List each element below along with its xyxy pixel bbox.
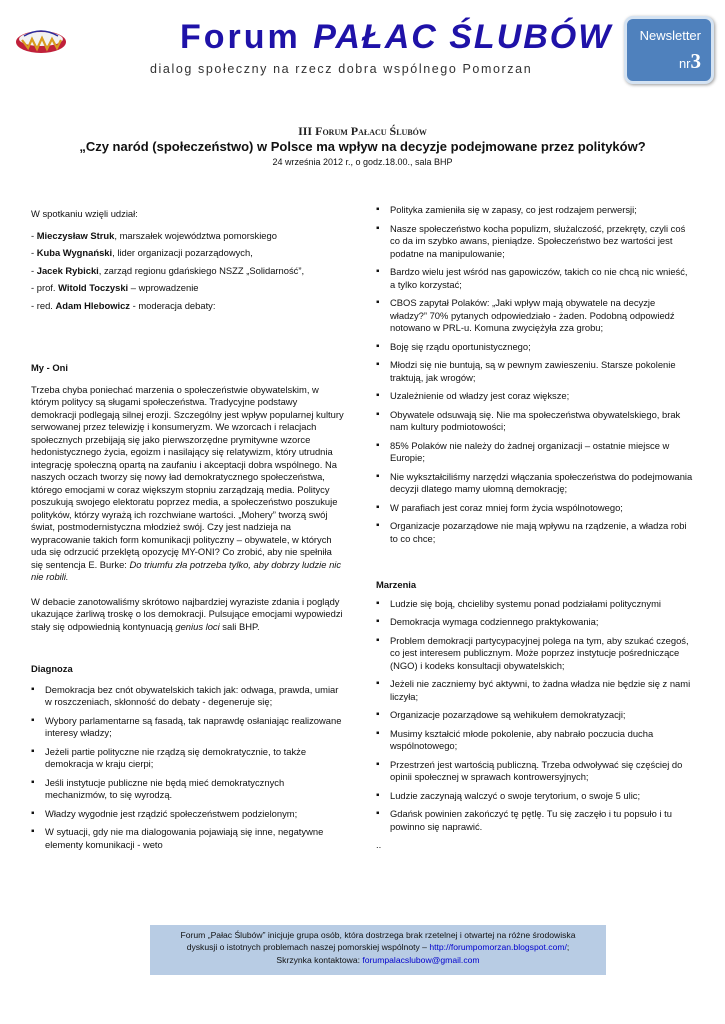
- section-heading-my-oni: My - Oni: [31, 362, 68, 373]
- opinions-list: [376, 204, 694, 545]
- list-item: ▪ Polityka zamieniła się w zapasy, co jest rodzajem perwersji;: [376, 204, 694, 217]
- list-item: ▪ Uzależnienie od władzy jest coraz większe;: [376, 390, 694, 403]
- list-item: ▪ Wybory parlamentarne są fasadą, tak naprawdę osłaniając realizowane interesy władzy;: [31, 715, 344, 740]
- participant-role: , marszałek województwa pomorskiego: [114, 229, 277, 241]
- list-item: ▪ Jeżeli partie polityczne nie rządzą się demokratycznie, to także demokracja w kraju cierpi;: [31, 746, 344, 771]
- forum-name: Forum Pałacu Ślubów: [315, 124, 427, 138]
- list-item: ▪ Jeżeli nie zaczniemy być aktywni, to żadna władza nie będzie się z nami liczyła;: [376, 678, 694, 703]
- list-item: ▪ Demokracja bez cnót obywatelskich takich jak: odwaga, prawda, umiar w roszczeniach, skłonność do debaty - degeneruje się;: [31, 684, 344, 709]
- participant-role: – wprowadzenie: [128, 282, 199, 293]
- section-heading-marzenia: Marzenia: [376, 579, 417, 590]
- participant-name: Witold Toczyski: [58, 282, 129, 293]
- forum-heading: [0, 124, 725, 139]
- participant: [31, 279, 344, 297]
- list-item: ▪ Demokracja wymaga codziennego praktykowania;: [376, 616, 694, 629]
- participant-prefix: - prof.: [31, 282, 59, 293]
- participants-intro: W spotkaniu wzięli udział:: [31, 208, 138, 219]
- badge-label: Newsletter: [639, 28, 701, 43]
- footer-line-1: Forum „Pałac Ślubów” inicjuje grupa osób, która dostrzega brak rzetelnej i otwartej na różne środowiska: [180, 930, 576, 940]
- trailing-dots: ..: [376, 839, 382, 850]
- event-date: 24 września 2012 r., o godz.18.00., sala BHP: [272, 157, 453, 167]
- marzenia-list: [376, 598, 694, 834]
- participant-role: , zarząd regionu gdańskiego NSZZ „Solidarność”,: [98, 264, 305, 276]
- list-item: ▪ W sytuacji, gdy nie ma dialogowania pojawiają się inne, negatywne elementy komunikacji - weto: [31, 826, 344, 851]
- burke-quote: Do triumfu zła potrzeba tylko, aby dobrzy ludzie nic nie robili.: [31, 558, 342, 582]
- participant-name: Adam Hlebowicz: [55, 299, 130, 311]
- badge-nr-prefix: nr: [678, 56, 691, 71]
- participant-name: Jacek Rybicki: [36, 264, 99, 276]
- list-item: ▪ Organizacje pozarządowe są wehikułem demokratyzacji;: [376, 709, 694, 722]
- tagline: dialog społeczny na rzecz dobra wspólnego Pomorzan: [150, 62, 533, 76]
- list-item: ▪ Jeśli instytucje publiczne nie będą mieć demokratycznych mechanizmów, to się wyrodzą.: [31, 777, 344, 802]
- list-item: ▪ Władzy wygodnie jest rządzić społeczeństwem podzielonym;: [31, 808, 344, 821]
- email-link[interactable]: forumpalacslubow@gmail.com: [362, 954, 480, 965]
- right-column: [376, 204, 694, 852]
- participant-prefix: -: [31, 247, 37, 258]
- list-item: ▪ Młodzi się nie buntują, są w pewnym zawieszeniu. Starsze pokolenie traktują, jak wrogów;: [376, 359, 694, 384]
- participant-name: Mieczysław Struk: [36, 229, 115, 241]
- participant: [31, 227, 344, 245]
- badge-number: [679, 49, 701, 74]
- forum-logo: [14, 22, 68, 58]
- list-item: ▪ Obywatele odsuwają się. Nie ma społeczeństwa obywatelskiego, brak nam kultury podmiotowości;: [376, 409, 694, 434]
- footer-box: [150, 925, 606, 975]
- list-item: ▪ W parafiach jest coraz mniej form życia wspólnotowego;: [376, 502, 694, 515]
- participant-name: Kuba Wygnański: [36, 247, 113, 258]
- list-item: ▪ Nasze społeczeństwo kocha populizm, służalczość, przekręty, czyli coś co da im szybko awans, pieniądze. Społeczeństwo bez wartości jest podatne na manipulowanie;: [376, 223, 694, 261]
- my-oni-paragraph: [31, 384, 344, 584]
- list-item: ▪ Nie wykształciliśmy narzędzi włączania społeczeństwa do podejmowania decyzji dlatego mamy ułomną demokrację;: [376, 471, 694, 496]
- list-item: ▪ Przestrzeń jest wartością publiczną. Trzeba odwoływać się częściej do opinii społecznej w sprawach kontrowersyjnych;: [376, 759, 694, 784]
- participant: [31, 244, 344, 262]
- list-item: ▪ Ludzie zaczynają walczyć o swoje terytorium, o swoje 5 ulic;: [376, 790, 694, 803]
- debate-question: „Czy naród (społeczeństwo) w Polsce ma wpływ na decyzje podejmowane przez polityków?: [79, 139, 646, 154]
- debate-paragraph: [31, 596, 344, 634]
- list-item: ▪ CBOS zapytał Polaków: „Jaki wpływ mają obywatele na decyzje władzy?” 70% pytanych odpowiedziało - żaden. Podobną odpowiedź notowano w PRL-u. Komuna zwyciężyła zza grobu;: [376, 297, 694, 335]
- participant-prefix: - red.: [31, 299, 56, 311]
- list-item: ▪ Ludzie się boją, chcieliby systemu ponad podziałami politycznymi: [376, 598, 694, 611]
- list-item: ▪ 85% Polaków nie należy do żadnej organizacji – ostatnie miejsce w Europie;: [376, 440, 694, 465]
- footer-text: dyskusji o istotnych problemach naszej pomorskiej wspólnoty –: [186, 942, 430, 953]
- list-item: ▪ Problem demokracji partycypacyjnej polega na tym, aby szukać czegoś, co jest interesem publicznym. Może poprzez instytucje pośredniczące (NGO) i kodeks konsultacji obywatelskich;: [376, 635, 694, 673]
- section-heading-diagnoza: Diagnoza: [31, 663, 73, 674]
- participant-role: - moderacja debaty:: [130, 299, 216, 311]
- participant-prefix: -: [31, 229, 37, 241]
- left-column: [31, 208, 344, 857]
- badge-nr-value: 3: [690, 49, 701, 73]
- list-item: ▪ Boję się rządu oportunistycznego;: [376, 341, 694, 354]
- forum-roman: III: [298, 124, 316, 138]
- list-item: ▪ Bardzo wielu jest wśród nas gapowiczów, takich co nie chcą nic wnieść, a tylko korzystać;: [376, 266, 694, 291]
- debate-text: W debacie zanotowaliśmy skrótowo najbardziej wyraziste zdania i poglądy ukazujące żarliwą troskę o los demokracji. Pulsujące emocjami wypowiedzi stały się odpowiednią kontynuacją: [31, 595, 343, 632]
- title-plain: Forum: [180, 18, 314, 56]
- diagnoza-list: [31, 684, 344, 852]
- footer-line-3: [150, 954, 606, 966]
- footer-text-end: ;: [566, 942, 570, 953]
- participant: [31, 297, 344, 315]
- blog-link[interactable]: http://forumpomorzan.blogspot.com/: [429, 942, 567, 953]
- my-oni-text: Trzeba chyba poniechać marzenia o społeczeństwie obywatelskim, w którym politycy są sługami społeczeństwa. Tradycyjne podstawy demokracji podlegają silnej erozji. Szczególny jest wpływ popularnej kultury serwowanej przez telewizję i konsumeryzm. We wzorcach i relacjach społecznych przebijają się jako pierwszorzędne prymitywne wzorce hedonistycznego życia, egoizm i nasilający się relatywizm, który utrudnia integrację społeczną opartą na zaufaniu i akceptacji dobra wspólnego. Na naszych oczach tworzy się nowy ład demokratycznego społeczeństwa, którego emocjami w coraz większym stopniu zarządzają media. Politycy poszukują swojego elektoratu poprzez media, a społeczeństwo poszukuje polityków, którzy wyrażą ich rozchwiane wartości. „Mohery” tworzą swój świat, postmodernistyczna młodzież swój. Czy jest nadzieja na wypracowanie takich form komunikacji polityczny – obywatele, w których uda się odrzucić przeklętą opozycję MY-ONI? Co zrobić, aby nie spełniła się sentencja E. Burke:: [31, 383, 344, 570]
- list-item: ▪ Musimy kształcić młode pokolenie, aby nabrało poczucia ducha wspólnotowego;: [376, 728, 694, 753]
- participant-role: , lider organizacji pozarządowych,: [112, 247, 253, 258]
- title-italic: PAŁAC ŚLUBÓW: [313, 18, 613, 56]
- list-item: ▪ Gdańsk powinien zakończyć tę pętlę. Tu się zaczęło i tu popsuło i tu powinno się naprawić.: [376, 808, 694, 833]
- debate-text-end: sali BHP.: [219, 620, 260, 632]
- genius-loci: genius loci: [175, 620, 220, 632]
- newsletter-title: [180, 18, 612, 57]
- list-item: ▪ Organizacje pozarządowe nie mają wpływu na rządzenie, a władza robi to co chce;: [376, 520, 694, 545]
- footer-line-2: [150, 941, 606, 953]
- participant-prefix: -: [31, 264, 37, 276]
- participant-list: [31, 227, 344, 315]
- newsletter-badge: [624, 16, 714, 84]
- contact-label: Skrzynka kontaktowa:: [276, 954, 363, 965]
- participant: [31, 262, 344, 280]
